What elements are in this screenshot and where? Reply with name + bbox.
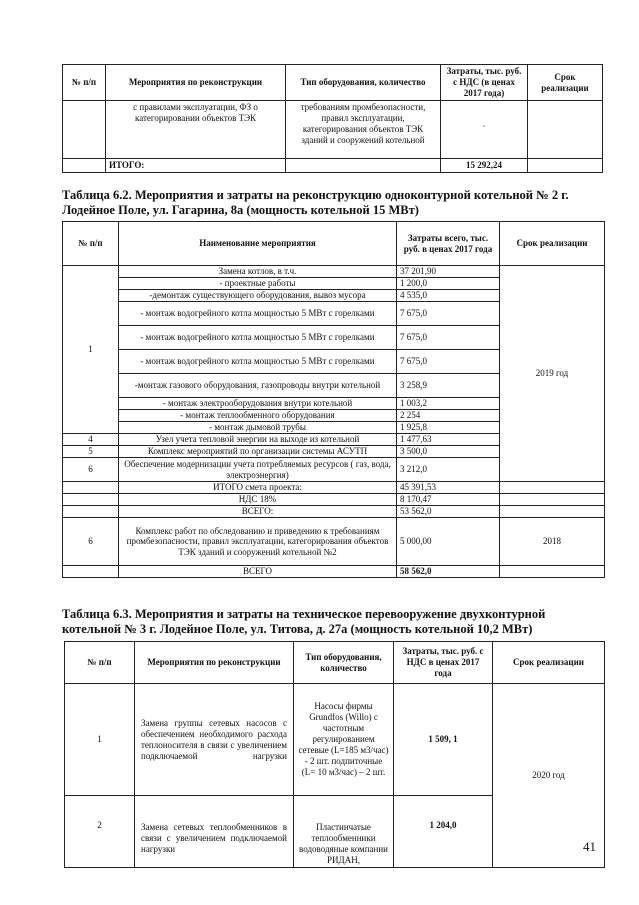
table-row [65,684,605,796]
row-measure: с правилами эксплуатации, ФЗ о категорировании объектов ТЭК [106,101,286,159]
row-period: 2020 год [493,684,605,868]
row-measure: Замена группы сетевых насосов с обеспечением необходимого расхода теплоносителя в связи с увеличением подключаемой нагрузки [135,684,294,796]
header-cost: Затраты, тыс. руб. с НДС в ценах 2017 года [394,642,493,684]
row-cost: 1 200,0 [397,278,500,290]
row-num: 6 [63,458,119,482]
row-period: 2018 [500,518,605,566]
grand-total-label: ВСЕГО [119,566,397,578]
subtotal-label: ВСЕГО: [119,506,397,518]
row-name: - монтаж водогрейного котла мощностью 5 МВт с горелками [119,350,397,374]
row-cost: 37 201,90 [397,266,500,278]
row-name: - проектные работы [119,278,397,290]
row-cost: 1 477,63 [397,434,500,446]
row-name: Замена котлов, в т.ч. [119,266,397,278]
header-equipment: Тип оборудования, количество [286,65,441,101]
header-num: № п/п [63,65,106,101]
row-name: - монтаж дымовой трубы [119,422,397,434]
row-name: Узел учета тепловой энергии на выходе из котельной [119,434,397,446]
row-name: Комплекс мероприятий по организации системы АСУТП [119,446,397,458]
row-num: 1 [65,684,135,796]
group-period: 2019 год [500,266,605,482]
row-cost: 2 254 [397,410,500,422]
table-3-caption: Таблица 6.3. Мероприятия и затраты на техническое перевооружение двухконтурной котельной № 3 г. Лодейное Поле, ул. Титова, д. 27а (мощность котельной 10,2 МВт) [62,607,546,636]
header-cost: Затраты, тыс. руб. с НДС (в ценах 2017 года) [441,65,528,101]
subtotal-value: 8 170,47 [397,494,500,506]
header-cost: Затраты всего, тыс. руб. в ценах 2017 года [397,222,500,266]
table-3 [64,641,605,868]
table-2-caption: Таблица 6.2. Мероприятия и затраты на реконструкцию одноконтурной котельной № 2 г. Лодейное Поле, ул. Гагарина, 8а (мощность котельной 15 МВт) [62,188,569,217]
row-num: 4 [63,434,119,446]
header-measure: Мероприятия по реконструкции [106,65,286,101]
row-cost: 1 204,0 [394,796,493,868]
subtotal-label: ИТОГО смета проекта: [119,482,397,494]
row-cost: 1 003,2 [397,398,500,410]
header-num: № п/п [63,222,119,266]
table-2 [62,221,605,578]
subtotal-row [63,494,605,506]
row-cost: ` [441,101,528,159]
header-name: Наименование мероприятия [119,222,397,266]
header-measure: Мероприятия по реконструкции [135,642,294,684]
row-cost: 4 535,0 [397,290,500,302]
row-cost: 3 258,9 [397,374,500,398]
row-name: -демонтаж существующего оборудования, вывоз мусора [119,290,397,302]
row-equipment: требованиям промбезопасности, правил эксплуатации, категорирования объектов ТЭК зданий и сооружений котельной [286,101,441,159]
header-period: Срок реализации [528,65,603,101]
row-equipment: Насосы фирмы Grundfos (Willo) с частотным регулированием сетевые (L=185 м3/час) - 2 шт. подпиточные (L= 10 м3/час) – 2 шт. [294,684,394,796]
row-name: Комплекс работ по обследованию и приведению к требованиям промбезопасности, правил эксплуатации, категорирования объектов ТЭК зданий и сооружений котельной №2 [119,518,397,566]
subtotal-row [63,482,605,494]
table-row [63,518,605,566]
row-equipment: Пластинчатые теплообменники водоводяные компании РИДАН, [294,796,394,868]
row-cost: 1 509, 1 [394,684,493,796]
row-name: - монтаж водогрейного котла мощностью 5 МВт с горелками [119,326,397,350]
total-row [63,159,603,173]
table-1 [62,64,603,173]
row-cost: 7 675,0 [397,350,500,374]
subtotal-label: НДС 18% [119,494,397,506]
table-header-row [63,65,603,101]
table-row [63,101,603,159]
table-row [63,266,605,278]
group-num: 1 [63,266,119,434]
row-name: -монтаж газового оборудования, газопроводы внутри котельной [119,374,397,398]
row-measure: Замена сетевых теплообменников в связи с увеличением подключаемой нагрузки [135,796,294,868]
row-num: 2 [65,796,135,868]
row-name: - монтаж водогрейного котла мощностью 5 МВт с горелками [119,302,397,326]
header-period: Срок реализации [500,222,605,266]
row-cost: 7 675,0 [397,302,500,326]
row-cost: 7 675,0 [397,326,500,350]
row-cost: 5 000,00 [397,518,500,566]
page-number: 41 [583,839,596,854]
row-num: 5 [63,446,119,458]
subtotal-value: 45 391,53 [397,482,500,494]
grand-total-value: 58 562,0 [397,566,500,578]
table-header-row [63,222,605,266]
row-name: Обеспечение модернизации учета потребляемых ресурсов ( газ, вода, электроэнергия) [119,458,397,482]
table-header-row [65,642,605,684]
subtotal-value: 53 562,0 [397,506,500,518]
row-num: 6 [63,518,119,566]
grand-total-row [63,566,605,578]
header-equipment: Тип оборудования, количество [294,642,394,684]
total-value: 15 292,24 [441,159,528,173]
header-period: Срок реализации [493,642,605,684]
row-cost: 3 212,0 [397,458,500,482]
row-name: - монтаж электрооборудования внутри котельной [119,398,397,410]
subtotal-row [63,506,605,518]
total-label: ИТОГО: [106,159,286,173]
header-num: № п/п [65,642,135,684]
row-name: - монтаж теплообменного оборудования [119,410,397,422]
row-cost: 3 500,0 [397,446,500,458]
row-cost: 1 925,8 [397,422,500,434]
